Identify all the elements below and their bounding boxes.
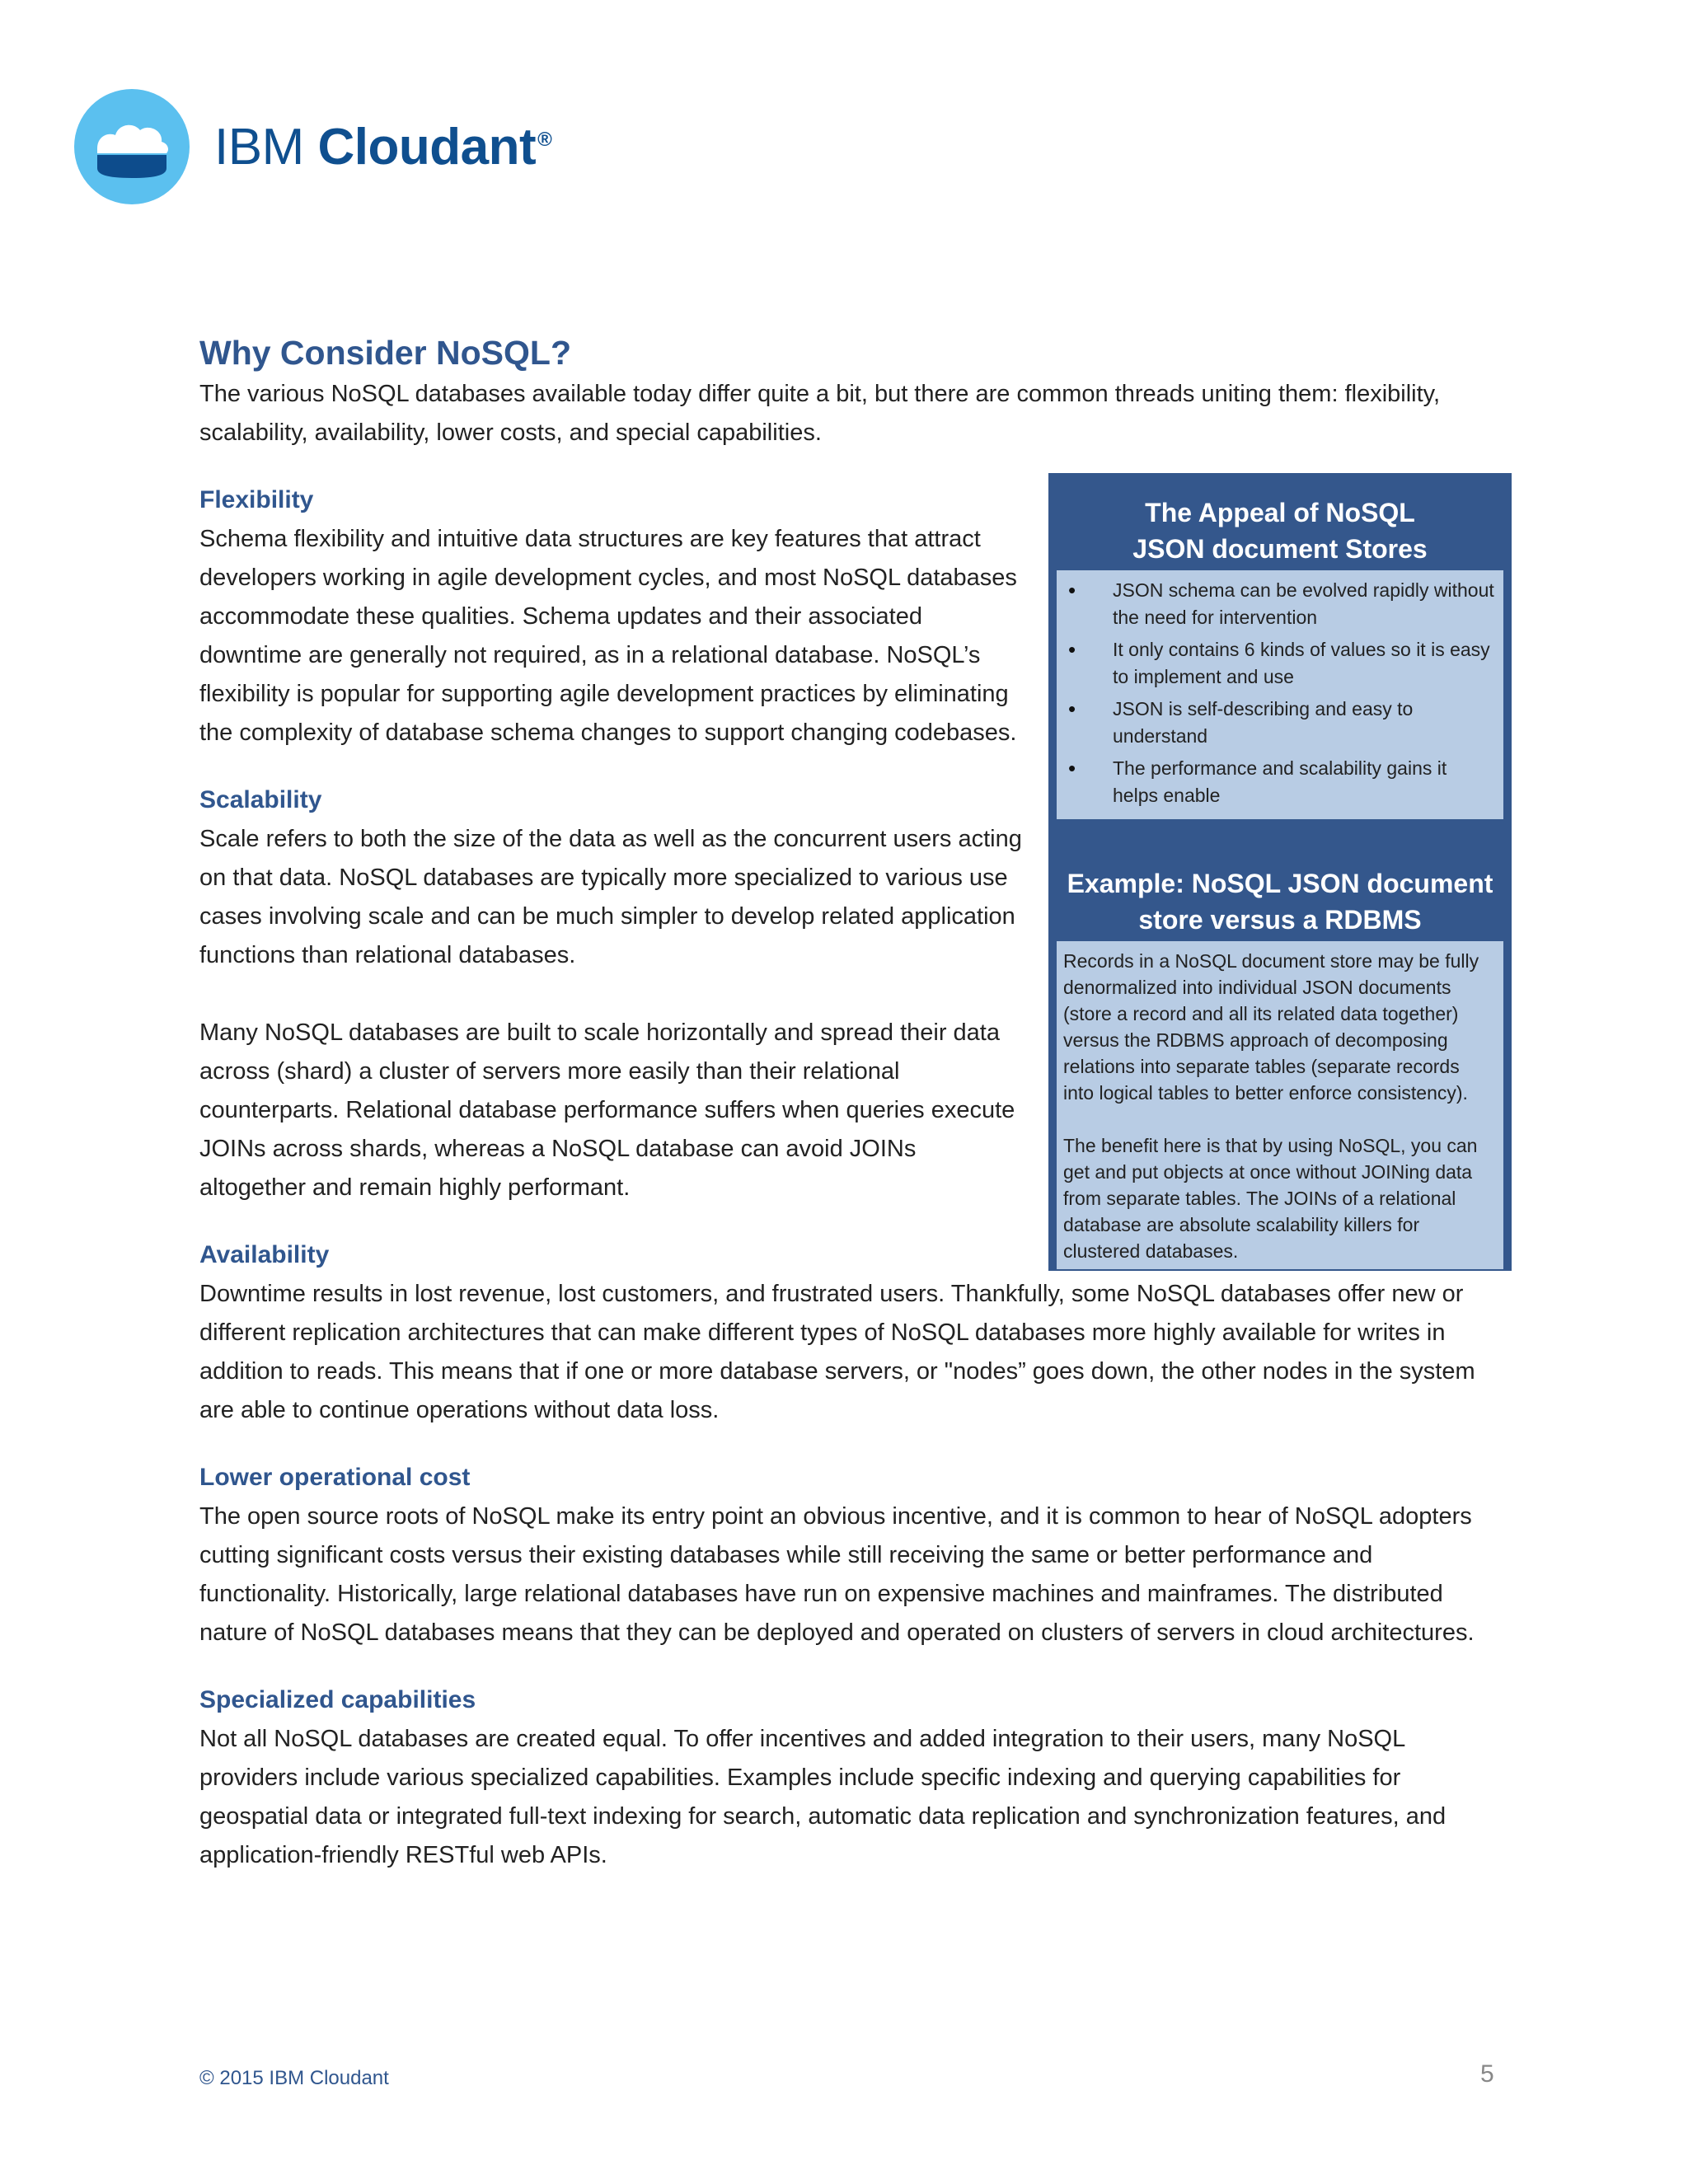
heading-specialized: Specialized capabilities [199,1686,476,1714]
text-availability: Downtime results in lost revenue, lost customers, and frustrated users. Thankfully, some NoSQL databases offer new or different replication architectures that can make different types of NoSQL databases more highly available for writes in addition to reads. This means that if one or more database servers, or "nodes” goes down, the other nodes in the system are able to continue operations without data loss. [199,1281,1475,1424]
section-scalability [199,780,1024,1207]
sidebar-title-appeal [1057,494,1503,567]
page-title: Why Consider NoSQL? [199,334,571,372]
footer-copyright: © 2015 IBM Cloudant [199,2067,389,2089]
section-specialized [199,1680,1502,1875]
sidebar-panel-example [1057,941,1503,1269]
text-scalability-2: Many NoSQL databases are built to scale horizontally and spread their data across (shard) a cluster of servers more easily than their relational counterparts. Relational database performance suffers when queries execute JOINs across shards, whereas a NoSQL database can avoid JOINs altogether and remain highly performant. [199,1019,1015,1202]
ibm-cloudant-logo [74,89,551,204]
list-item: • JSON schema can be evolved rapidly without the need for intervention [1063,577,1495,631]
page-number: 5 [1480,2060,1494,2088]
list-item: • The performance and scalability gains it helps enable [1063,755,1495,809]
text-scalability-1: Scale refers to both the size of the data as well as the concurrent users acting on that data. NoSQL databases are typically more specialized to various use cases involving scale and can be much simpler to develop related application functions than relational databases. [199,826,1022,969]
heading-flexibility: Flexibility [199,486,314,514]
sidebar-callout [1048,473,1512,1271]
registered-mark: ® [537,128,552,151]
heading-cost: Lower operational cost [199,1464,471,1492]
text-cost: The open source roots of NoSQL make its entry point an obvious incentive, and it is common to hear of NoSQL adopters cutting significant costs versus their existing databases while still receiving the same or better performance and functionality. Historically, large relational databases have run on expensive machines and mainframes. The distributed nature of NoSQL databases means that they can be deployed and operated on clusters of servers in cloud architectures. [199,1503,1475,1647]
example-paragraph-2: The benefit here is that by using NoSQL, you can get and put objects at once without JOINing data from separate tables. The JOINs of a relational database are absolute scalability killers for clustered databases. [1063,1135,1478,1262]
list-item: • It only contains 6 kinds of values so it is easy to implement and use [1063,636,1495,691]
heading-availability: Availability [199,1241,330,1269]
section-flexibility [199,480,1024,752]
text-specialized: Not all NoSQL databases are created equal. To offer incentives and added integration to their users, many NoSQL providers include various specialized capabilities. Examples include specific indexing and querying capabilities for geospatial data or integrated full-text indexing for search, automatic data replication and synchronization features, and application-friendly RESTful web APIs. [199,1726,1447,1869]
sidebar-title-example-line2: store versus a RDBMS [1138,905,1422,935]
section-cost [199,1458,1502,1652]
sidebar-panel-appeal [1057,570,1503,819]
logo-wordmark [214,118,551,176]
sidebar-title-appeal-line1: The Appeal of NoSQL [1145,498,1415,527]
sidebar-title-example-line1: Example: NoSQL JSON document [1067,869,1493,898]
example-paragraph-1: Records in a NoSQL document store may be fully denormalized into individual JSON documents (store a record and all its related data together) versus the RDBMS approach of decomposing relations into separate tables (separate records into logical tables to better enforce consistency). [1063,950,1479,1104]
heading-scalability: Scalability [199,786,322,814]
list-item: • JSON is self-describing and easy to understand [1063,696,1495,750]
appeal-list [1063,577,1495,809]
logo-ibm: IBM [214,118,304,176]
sidebar-title-appeal-line2: JSON document Stores [1132,534,1428,564]
logo-cloudant: Cloudant [317,118,537,176]
cloud-logo-icon [74,89,190,204]
intro-paragraph: The various NoSQL databases available today differ quite a bit, but there are common threads uniting them: flexibility, scalability, availability, lower costs, and special capabilities. [199,381,1441,447]
sidebar-title-example [1057,865,1503,938]
text-flexibility: Schema flexibility and intuitive data structures are key features that attract developers working in agile development cycles, and most NoSQL databases accommodate these qualities. Schema updates and their associated downtime are generally not required, as in a relational database. NoSQL’s flexibility is popular for supporting agile development practices by eliminating the complexity of database schema changes to support changing codebases. [199,526,1017,747]
